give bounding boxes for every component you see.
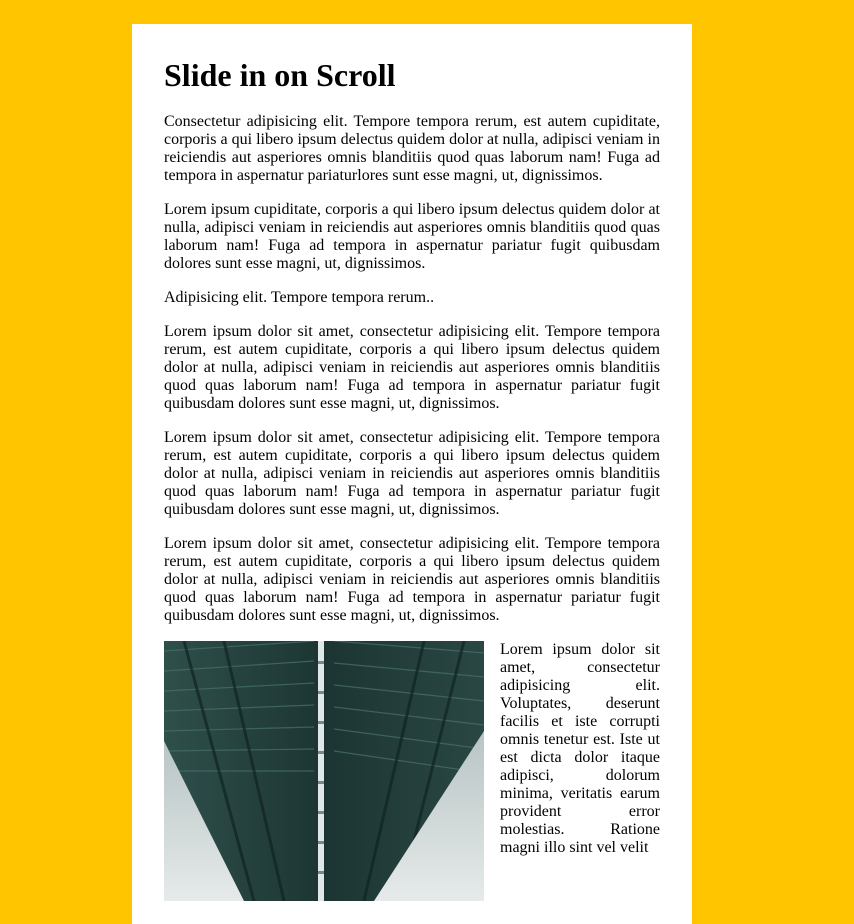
paragraph: Lorem ipsum dolor sit amet, consectetur adipisicing elit. Tempore tempora rerum, est autem cupiditate, corporis a qui libero ipsum delectus quidem dolor at nulla, adipisci veniam in reiciendis aut asperiores omnis blanditiis quod quas laborum nam! Fuga ad tempora in aspernatur pariatur fugit quibusdam dolores sunt esse magni, ut, dignissimos. <box>164 429 660 518</box>
paragraph: Consectetur adipisicing elit. Tempore tempora rerum, est autem cupiditate, corporis a qui libero ipsum delectus quidem dolor at nulla, adipisci veniam in reiciendis aut asperiores omnis blanditiis quod quas laborum nam! Fuga ad tempora in aspernatur pariaturlores sunt esse magni, ut, dignissimos. <box>164 113 660 184</box>
paragraph: Lorem ipsum dolor sit amet, consectetur adipisicing elit. Tempore tempora rerum, est autem cupiditate, corporis a qui libero ipsum delectus quidem dolor at nulla, adipisci veniam in reiciendis aut asperiores omnis blanditiis quod quas laborum nam! Fuga ad tempora in aspernatur pariatur fugit quibusdam dolores sunt esse magni, ut, dignissimos. <box>164 323 660 412</box>
page-title: Slide in on Scroll <box>164 57 396 93</box>
paragraph: Adipisicing elit. Tempore tempora rerum.. <box>164 289 435 306</box>
bridge-photo <box>164 641 484 901</box>
site-wrap <box>132 24 692 924</box>
image-caption-paragraph: Lorem ipsum dolor sit amet, consectetur adipisicing elit. Voluptates, deserunt facilis et iste corrupti omnis tenetur est. Iste ut est dicta dolor itaque adipisci, dolorum minima, veritatis earum provident error molestias. Ratione magni illo sint vel velit <box>500 641 660 856</box>
bridge-underside-photo-icon <box>164 641 484 901</box>
paragraph: Lorem ipsum cupiditate, corporis a qui libero ipsum delectus quidem dolor at nulla, adipisci veniam in reiciendis aut asperiores omnis blanditiis quod quas laborum nam! Fuga ad tempora in aspernatur pariatur fugit quibusdam dolores sunt esse magni, ut, dignissimos. <box>164 201 660 272</box>
paragraph: Lorem ipsum dolor sit amet, consectetur adipisicing elit. Tempore tempora rerum, est autem cupiditate, corporis a qui libero ipsum delectus quidem dolor at nulla, adipisci veniam in reiciendis aut asperiores omnis blanditiis quod quas laborum nam! Fuga ad tempora in aspernatur pariatur fugit quibusdam dolores sunt esse magni, ut, dignissimos. <box>164 535 660 624</box>
image-text-block <box>164 641 660 857</box>
article-content <box>164 113 660 901</box>
